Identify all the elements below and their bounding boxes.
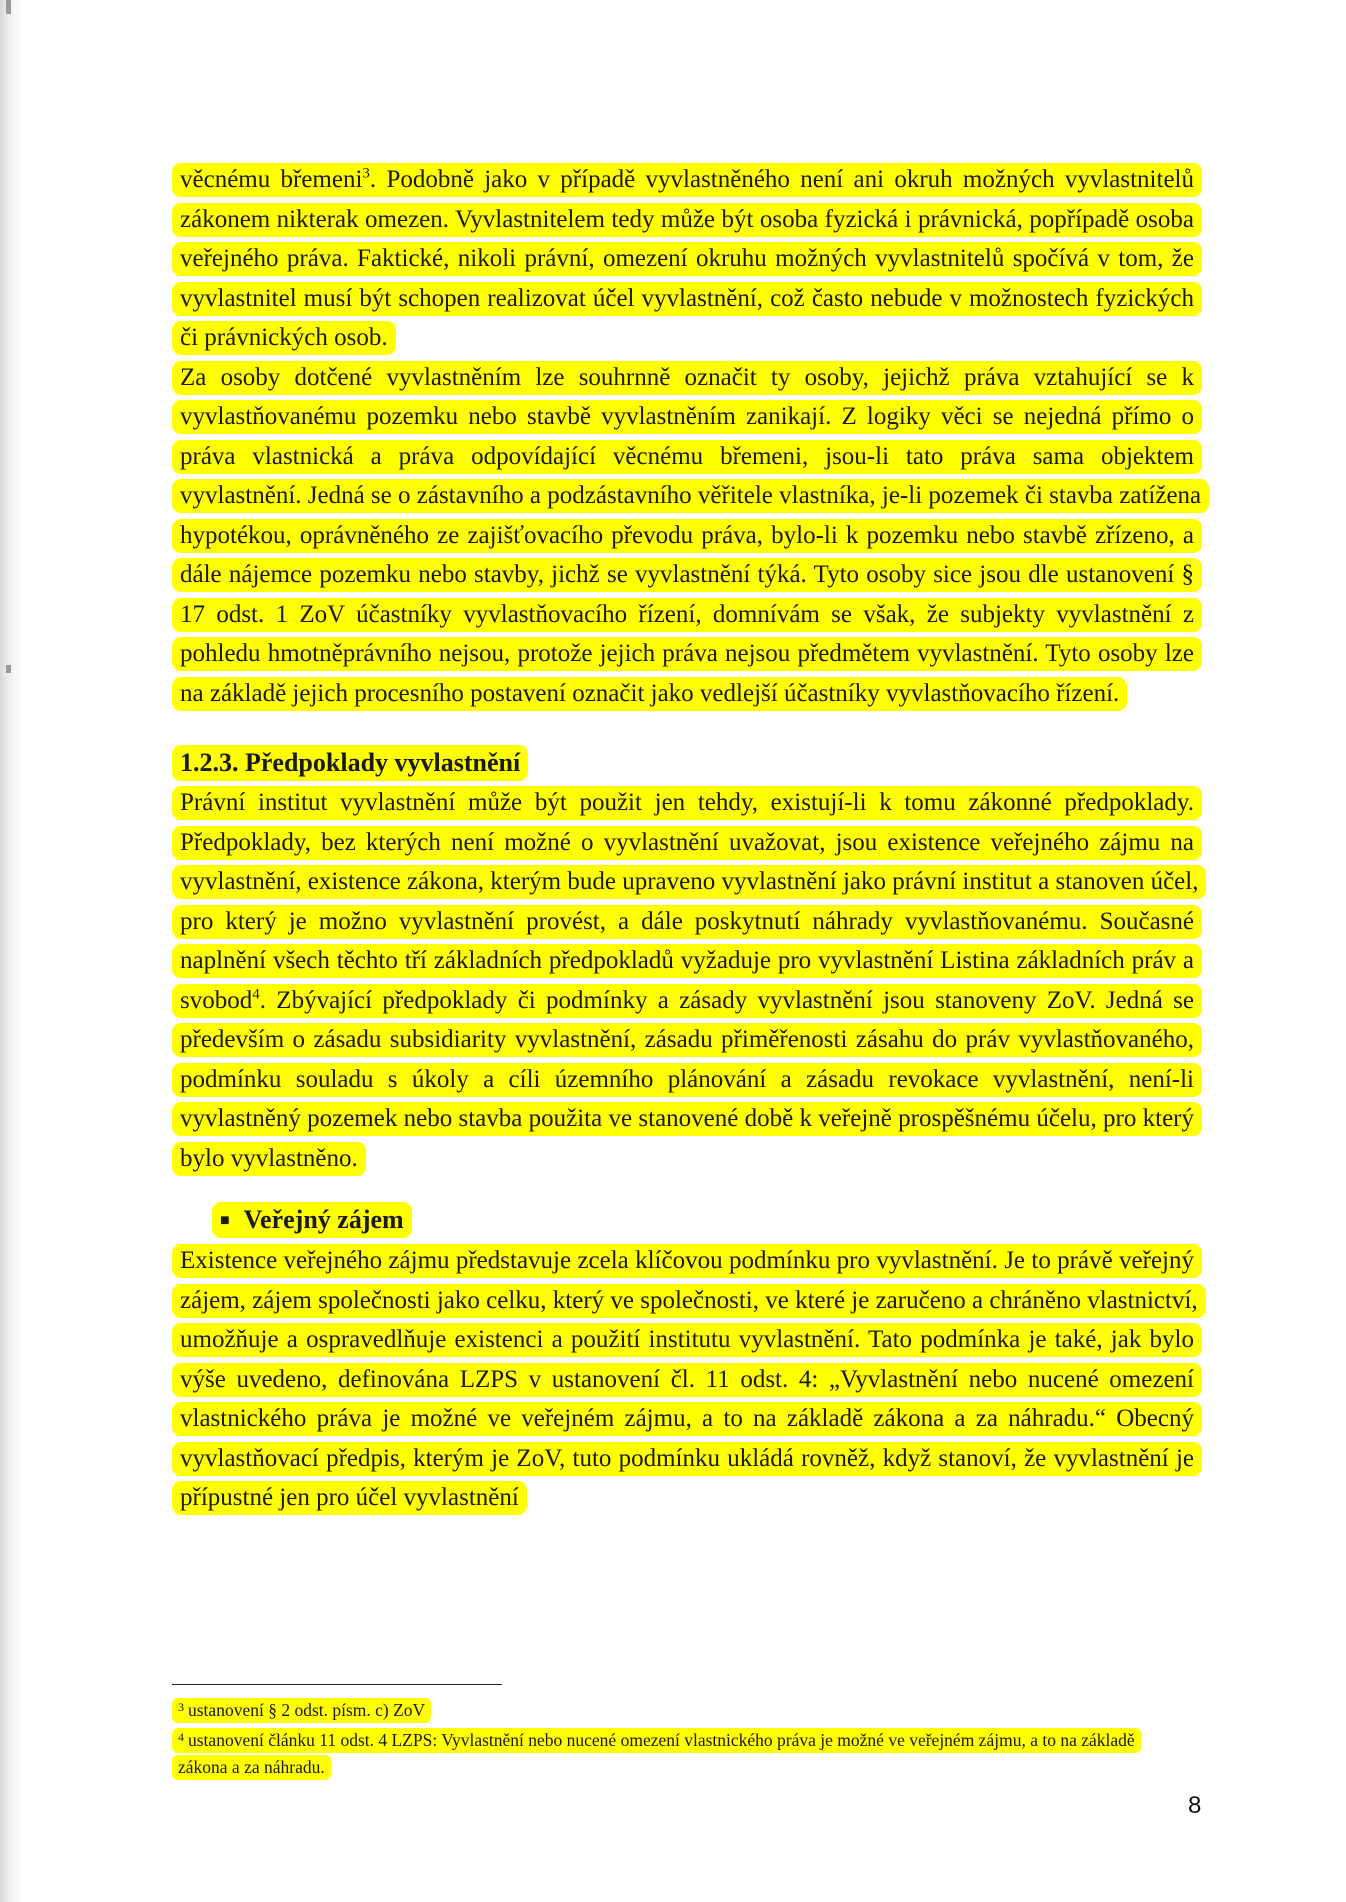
footnote-separator xyxy=(172,1684,502,1685)
paragraph-text: . Zbývající předpoklady či podmínky a zásady vyvlastnění jsou stanoveny ZoV. Jedná se především o zásadu subsidiarity vyvlastnění, zásadu přiměřenosti zásahu do práv vyvlastňovaného, podmínku souladu s úkoly a cíli územního plánování a zásadu revokace vyvlastnění, není-li vyvlastněný pozemek nebo stavba použita ve stanovené době k veřejně prospěšnému účelu, pro který bylo vyvlastněno. xyxy=(180,986,1194,1172)
highlight: Existence veřejného zájmu představuje zcela klíčovou podmínku pro vyvlastnění. Je to právě veřejný zájem, zájem společnosti jako celku, který ve společnosti, ve které je zaručeno a chráněno vlastnictví, umožňuje a ospravedlňuje existenci a použití institutu vyvlastnění. Tato podmínka je také, jak bylo výše uvedeno, definována LZPS v ustanovení čl. 11 odst. 4: „Vyvlastnění nebo nucené omezení vlastnického práva je možné ve veřejném zájmu, a to na základě zákona a za náhradu.“ Obecný vyvlastňovací předpis, kterým je ZoV, tuto podmínku ukládá rovněž, když stanoví, že vyvlastnění je přípustné jen pro účel vyvlastnění xyxy=(172,1244,1206,1515)
footnote xyxy=(172,1694,1182,1724)
paragraph-text: věcnému břemeni xyxy=(180,166,363,193)
footnote-number: 3 xyxy=(178,1700,184,1714)
footnotes xyxy=(172,1694,1182,1781)
footnote-text: ustanovení článku 11 odst. 4 LZPS: Vyvlastnění nebo nucené omezení vlastnického práva je možné ve veřejném zájmu, a to na základě zákona a za náhradu. xyxy=(178,1730,1135,1777)
highlight xyxy=(172,163,1202,355)
page-body xyxy=(172,160,1202,1518)
highlight xyxy=(172,1728,1141,1780)
footnote-ref: 4 xyxy=(252,986,260,1003)
paragraph-dotcene-osoby xyxy=(172,358,1202,714)
paragraph-text: . Podobně jako v případě vyvlastněného není ani okruh možných vyvlastnitelů zákonem nikterak omezen. Vyvlastnitelem tedy může být osoba fyzická i právnická, popřípadě osoba veřejného práva. Faktické, nikoli právní, omezení okruhu možných vyvlastnitelů spočívá v tom, že vyvlastnitel musí být schopen realizovat účel vyvlastnění, což často nebude v možnostech fyzických či právnických osob. xyxy=(180,166,1194,351)
paragraph-vyvlastnitel xyxy=(172,160,1202,358)
scan-edge xyxy=(0,0,22,1902)
scan-mark xyxy=(6,0,11,14)
footnote-number: 4 xyxy=(178,1730,184,1744)
highlight: 1.2.3. Předpoklady vyvlastnění xyxy=(172,745,528,781)
highlight xyxy=(172,786,1206,1176)
section-heading xyxy=(172,743,1202,783)
highlight xyxy=(212,1202,412,1238)
footnote xyxy=(172,1724,1182,1781)
paragraph-predpoklady xyxy=(172,783,1202,1178)
square-bullet-icon: ■ xyxy=(220,1212,230,1229)
footnote-ref: 3 xyxy=(362,165,370,182)
paragraph-verejny-zajem xyxy=(172,1241,1202,1518)
page-number: 8 xyxy=(1188,1792,1202,1819)
paragraph-text: Právní institut vyvlastnění může být použit jen tehdy, existují-li k tomu zákonné předpoklady. Předpoklady, bez kterých není možné o vyvlastnění uvažovat, jsou existence veřejného zájmu na vyvlastnění, existence zákona, kterým bude upraveno vyvlastnění jako právní institut a stanoven účel, pro který je možno vyvlastnění provést, a dále poskytnutí náhrady vyvlastňovanému. Současné naplnění všech těchto tří základních předpokladů vyžaduje pro vyvlastnění Listina základních práv a svobod xyxy=(180,789,1199,1014)
bullet-heading xyxy=(212,1200,1202,1241)
scan-mark xyxy=(6,665,11,673)
footnote-text: ustanovení § 2 odst. písm. c) ZoV xyxy=(188,1700,426,1720)
bullet-heading-text: Veřejný zájem xyxy=(243,1205,404,1234)
highlight: Za osoby dotčené vyvlastněním lze souhrnně označit ty osoby, jejichž práva vztahující se k vyvlastňovanému pozemku nebo stavbě vyvlastněním zanikají. Z logiky věci se nejedná přímo o práva vlastnická a práva odpovídající věcnému břemeni, jsou-li tato práva sama objektem vyvlastnění. Jedná se o zástavního a podzástavního věřitele vlastníka, je-li pozemek či stavba zatížena hypotékou, oprávněného ze zajišťovacího převodu práva, bylo-li k pozemku nebo stavbě zřízeno, a dále nájemce pozemku nebo stavby, jichž se vyvlastnění týká. Tyto osoby sice jsou dle ustanovení § 17 odst. 1 ZoV účastníky vyvlastňovacího řízení, domnívám se však, že subjekty vyvlastnění z pohledu hmotněprávního nejsou, protože jejich práva nejsou předmětem vyvlastnění. Tyto osoby lze na základě jejich procesního postavení označit jako vedlejší účastníky vyvlastňovacího řízení. xyxy=(172,361,1209,711)
highlight xyxy=(172,1698,431,1723)
